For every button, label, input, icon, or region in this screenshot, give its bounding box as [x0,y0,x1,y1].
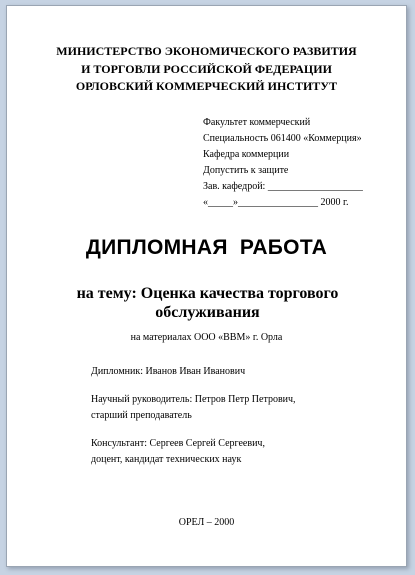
admit-line: Допустить к защите [203,165,289,176]
document-page [6,5,407,567]
consultant-title: доцент, кандидат технических наук [91,454,242,465]
specialty-line: Специальность 061400 «Коммерция» [203,133,362,144]
city-year: ОРЕЛ – 2000 [178,517,235,528]
approval-block [203,115,363,211]
department-line: Кафедра коммерции [203,149,290,160]
ministry-line: И ТОРГОВЛИ РОССИЙСКОЙ ФЕДЕРАЦИИ [81,61,332,76]
institute-name: ОРЛОВСКИЙ КОММЕРЧЕСКИЙ ИНСТИТУТ [75,79,338,93]
faculty-line: Факультет коммерческий [203,117,311,128]
thesis-topic: на тему: Оценка качества торгового обслуживания [76,285,339,321]
spacer [91,424,296,436]
spacer [91,380,296,392]
supervisor-line: Научный руководитель: Петров Петр Петрович, [91,394,296,405]
department-head-line: Зав. кафедрой: ___________________ [203,181,363,192]
graduate-line: Дипломник: Иванов Иван Иванович [91,366,246,377]
ministry-line: МИНИСТЕРСТВО ЭКОНОМИЧЕСКОГО РАЗВИТИЯ [56,44,357,58]
people-block [91,364,296,468]
document-title: ДИПЛОМНАЯ РАБОТА [85,236,328,259]
ministry-header [7,43,406,96]
approval-date-line: «_____»________________ 2000 г. [203,197,349,208]
consultant-line: Консультант: Сергеев Сергей Сергеевич, [91,438,265,449]
supervisor-title: старший преподаватель [91,410,192,421]
material-source: на материалах ООО «ВВМ» г. Орла [130,332,283,343]
